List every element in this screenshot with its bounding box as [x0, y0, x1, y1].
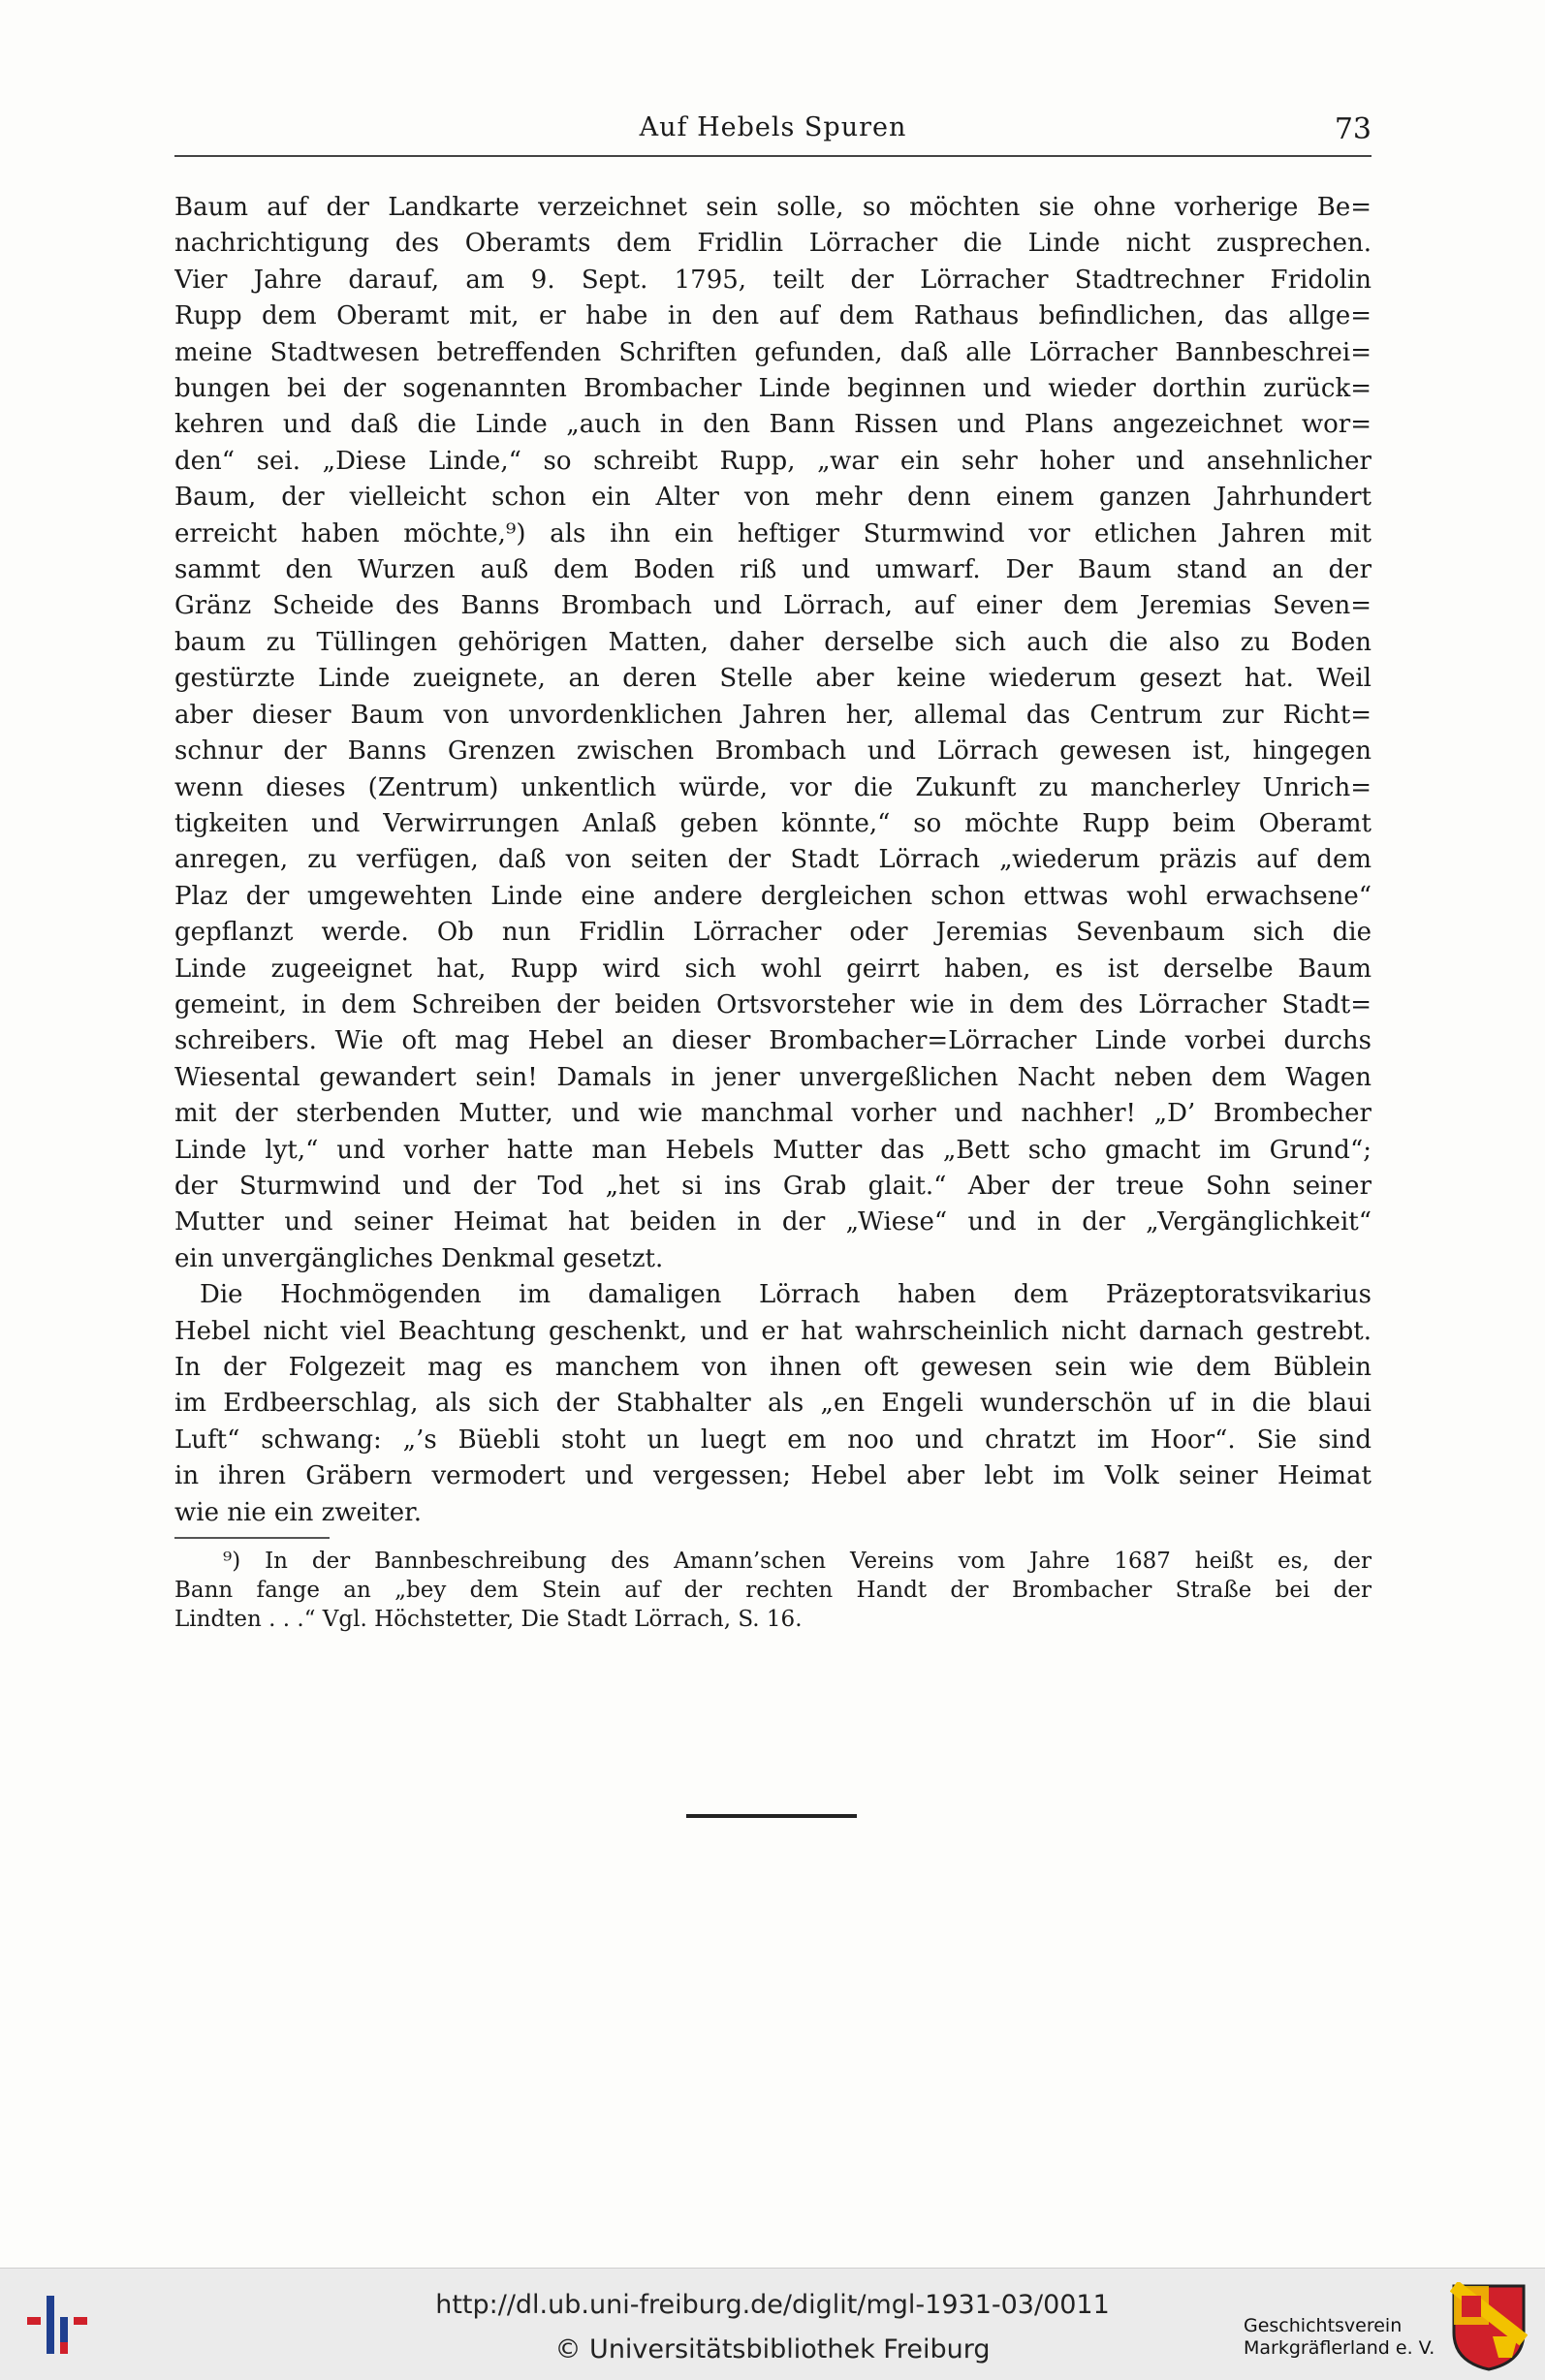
copyright-notice: © Universitätsbibliothek Freiburg: [554, 2334, 991, 2364]
text-line: tigkeiten und Verwirrungen Anlaß geben könnte,“ so möchte Rupp beim Oberamt: [174, 808, 1372, 838]
text-line: Baum, der vielleicht schon ein Alter von mehr denn einem ganzen Jahrhundert: [174, 483, 1372, 513]
text-line: anregen, zu verfügen, daß von seiten der Stadt Lörrach „wiederum präzis auf dem: [174, 845, 1372, 875]
text-line: kehren und daß die Linde „auch in den Bann Rissen und Plans angezeichnet wor=: [174, 410, 1372, 440]
text-line: meine Stadtwesen betreffenden Schriften gefunden, daß alle Lörracher Bannbeschrei=: [174, 337, 1372, 367]
footnote-line: ⁹) In der Bannbeschreibung des Amann’schen Vereins vom Jahre 1687 heißt es, der: [223, 1549, 1372, 1574]
text-line: aber dieser Baum von unvordenklichen Jahren her, allemal das Centrum zur Richt=: [174, 700, 1372, 730]
text-line: Die Hochmögenden im damaligen Lörrach haben dem Präzeptoratsvikarius: [200, 1280, 1372, 1310]
footnote-line: Bann fange an „bey dem Stein auf der rechten Handt der Brombacher Straße bei der: [174, 1578, 1372, 1603]
page-number: 73: [1334, 112, 1372, 146]
text-line: Linde lyt,“ und vorher hatte man Hebels Mutter das „Bett scho gmacht im Grund“;: [174, 1135, 1372, 1165]
text-line: wenn dieses (Zentrum) unkentlich würde, vor die Zukunft zu mancherley Unrich=: [174, 772, 1372, 802]
partner-name: [1244, 2315, 1435, 2360]
text-line: In der Folgezeit mag es manchem von ihnen oft gewesen sein wie dem Büblein: [174, 1353, 1372, 1382]
text-line: Gränz Scheide des Banns Brombach und Lörrach, auf einer dem Jeremias Seven=: [174, 591, 1372, 621]
text-line: gepflanzt werde. Ob nun Fridlin Lörracher oder Jeremias Sevenbaum sich die: [174, 918, 1372, 948]
text-line: wie nie ein zweiter.: [174, 1497, 422, 1527]
text-line: Linde zugeeignet hat, Rupp wird sich wohl geirrt haben, es ist derselbe Baum: [174, 954, 1372, 984]
text-line: Plaz der umgewehten Linde eine andere dergleichen schon ettwas wohl erwachsene“: [174, 881, 1372, 911]
text-line: ein unvergängliches Denkmal gesetzt.: [174, 1243, 664, 1273]
text-line: Mutter und seiner Heimat hat beiden in der „Wiese“ und in der „Vergänglichkeit“: [174, 1207, 1372, 1237]
text-line: schnur der Banns Grenzen zwischen Brombach und Lörrach gewesen ist, hingegen: [174, 736, 1372, 767]
text-line: Rupp dem Oberamt mit, er habe in den auf dem Rathaus befindlichen, das allge=: [174, 301, 1372, 331]
text-line: nachrichtigung des Oberamts dem Fridlin Lörracher die Linde nicht zusprechen.: [174, 229, 1372, 259]
text-line: den“ sei. „Diese Linde,“ so schreibt Rupp, „war ein sehr hoher und ansehnlicher: [174, 446, 1372, 476]
text-line: Wiesental gewandert sein! Damals in jener unvergeßlichen Nacht neben dem Wagen: [174, 1062, 1372, 1092]
text-line: bungen bei der sogenannten Brombacher Linde beginnen und wieder dorthin zurück=: [174, 374, 1372, 404]
text-line: baum zu Tüllingen gehörigen Matten, daher derselbe sich auch die also zu Boden: [174, 627, 1372, 657]
footnote-divider: [174, 1537, 330, 1539]
source-url-link[interactable]: http://dl.ub.uni-freiburg.de/diglit/mgl-1931-03/0011: [435, 2290, 1110, 2320]
text-line: schreibers. Wie oft mag Hebel an dieser Brombacher=Lörracher Linde vorbei durchs: [174, 1026, 1372, 1056]
text-line: im Erdbeerschlag, als sich der Stabhalter als „en Engeli wunderschön uf in die blaui: [174, 1389, 1372, 1419]
text-line: mit der sterbenden Mutter, und wie manchmal vorher und nachher! „D’ Brombecher: [174, 1099, 1372, 1129]
running-title: Auf Hebels Spuren: [639, 112, 907, 142]
footer-bar: [0, 2268, 1545, 2380]
text-line: gestürzte Linde zueignete, an deren Stelle aber keine wiederum gesezt hat. Weil: [174, 664, 1372, 694]
partner-name-line1: Geschichtsverein: [1244, 2315, 1403, 2336]
footnotes: [174, 1547, 1372, 1634]
end-rule: [686, 1814, 857, 1818]
coat-of-arms-icon[interactable]: [1450, 2282, 1528, 2371]
running-head: [174, 112, 1372, 157]
text-line: Hebel nicht viel Beachtung geschenkt, und er hat wahrscheinlich nicht darnach gestrebt.: [174, 1316, 1372, 1346]
text-line: Vier Jahre darauf, am 9. Sept. 1795, teilt der Lörracher Stadtrechner Fridolin: [174, 265, 1372, 295]
text-line: Luft“ schwang: „’s Büebli stoht un luegt em noo und chratzt im Hoor“. Sie sind: [174, 1425, 1372, 1455]
text-line: gemeint, in dem Schreiben der beiden Ortsvorsteher wie in dem des Lörracher Stadt=: [174, 989, 1372, 1019]
text-line: der Sturmwind und der Tod „het si ins Grab glait.“ Aber der treue Sohn seiner: [174, 1171, 1372, 1201]
text-line: erreicht haben möchte,⁹) als ihn ein heftiger Sturmwind vor etlichen Jahren mit: [174, 518, 1372, 548]
body-text: [174, 190, 1372, 1531]
text-line: sammt den Wurzen auß dem Boden riß und umwarf. Der Baum stand an der: [174, 555, 1372, 585]
footnote-line: Lindten . . .“ Vgl. Höchstetter, Die Stadt Lörrach, S. 16.: [174, 1607, 803, 1632]
partner-name-line2: Markgräflerland e. V.: [1244, 2337, 1435, 2359]
text-line: Baum auf der Landkarte verzeichnet sein solle, so möchten sie ohne vorherige Be=: [174, 193, 1372, 222]
text-line: in ihren Gräbern vermodert und vergessen; Hebel aber lebt im Volk seiner Heimat: [174, 1461, 1372, 1491]
